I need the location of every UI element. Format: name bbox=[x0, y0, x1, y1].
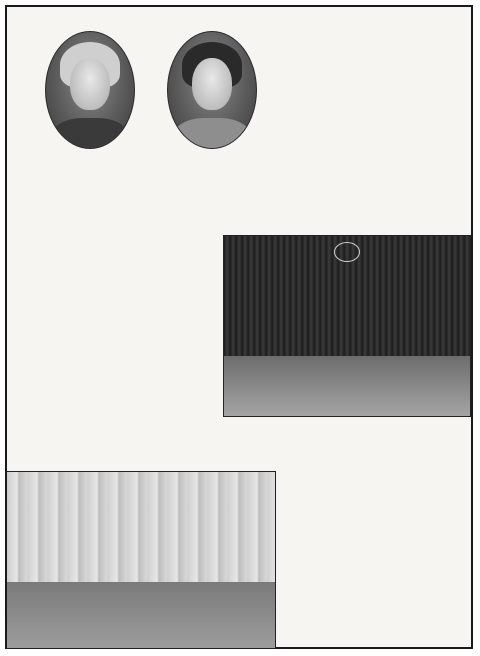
yearbook-page bbox=[5, 5, 473, 649]
portrait-lynn-eaddy bbox=[45, 31, 135, 149]
portrait-nelson-blacker bbox=[167, 31, 257, 149]
group-photo-top20 bbox=[7, 471, 276, 649]
group-photo-top10 bbox=[223, 235, 471, 417]
hall-wall bbox=[7, 472, 275, 582]
hall-floor bbox=[7, 582, 275, 648]
school-emblem bbox=[334, 242, 360, 262]
stage-floor bbox=[224, 356, 470, 416]
